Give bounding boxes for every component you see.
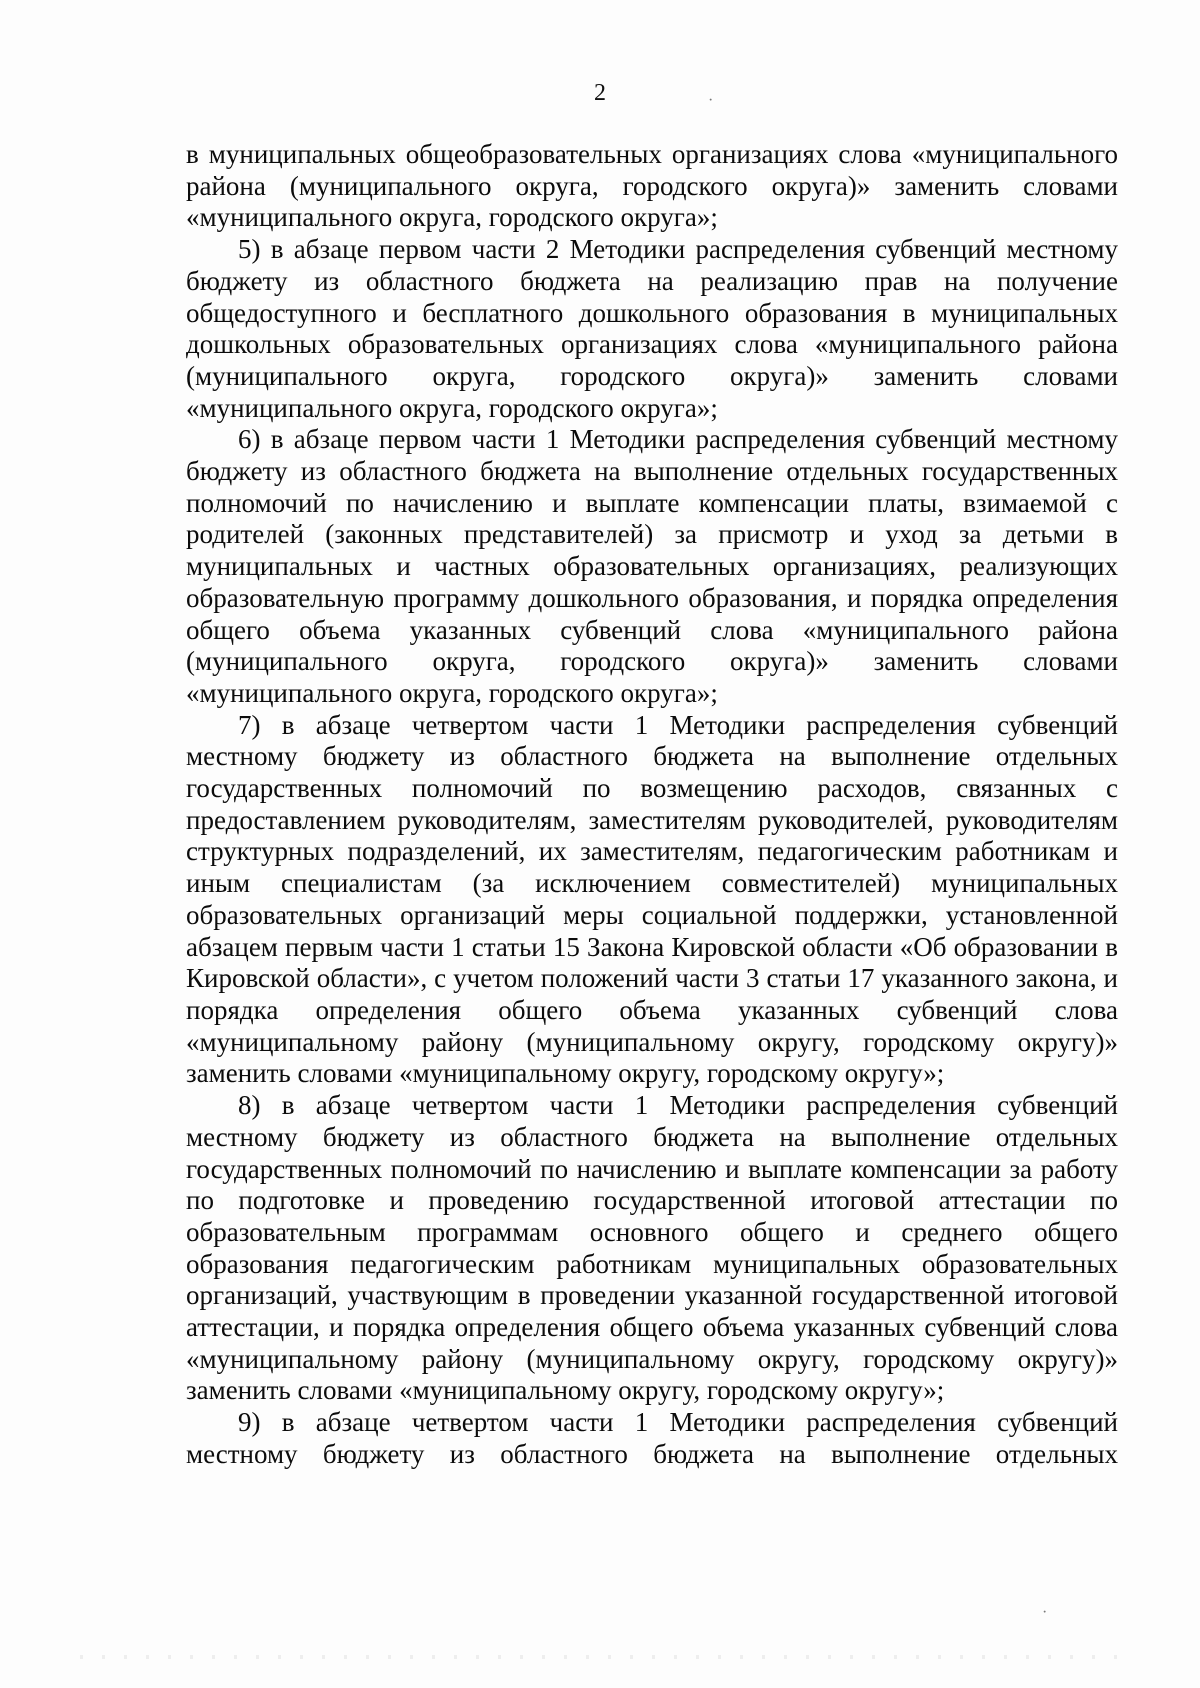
page-number: 2 <box>594 80 606 106</box>
scan-speck: · <box>708 92 714 109</box>
paragraph-item-7: 7) в абзаце четвертом части 1 Методики распределения субвенций местному бюджету из областного бюджета на выполнение отдельных государственных полномочий по возмещению расходов, связанных с предоставлением руководителям, заместителям руководителей, руководителям структурных подразделений, их заместителям, педагогическим работникам и иным специалистам (за исключением совместителей) муниципальных образовательных организаций меры социальной поддержки, установленной абзацем первым части 1 статьи 15 Закона Кировской области «Об образовании в Кировской области», с учетом положений части 3 статьи 17 указанного закона, и порядка определения общего объема указанных субвенций слова «муниципальному району (муниципальному округу, городскому округу)» заменить словами «муниципальному округу, городскому округу»; <box>186 709 1118 1089</box>
document-body <box>186 139 1118 1471</box>
paragraph-item-5: 5) в абзаце первом части 2 Методики распределения субвенций местному бюджету из областного бюджета на реализацию прав на получение общедоступного и бесплатного дошкольного образования в муниципальных дошкольных образовательных организациях слова «муниципального района (муниципального округа, городского округа)» заменить словами «муниципального округа, городского округа»; <box>186 234 1118 423</box>
paragraph-item-6: 6) в абзаце первом части 1 Методики распределения субвенций местному бюджету из областного бюджета на выполнение отдельных государственных полномочий по начислению и выплате компенсации платы, взимаемой с родителей (законных представителей) за присмотр и уход за детьми в муниципальных и частных образовательных организациях, реализующих образовательную программу дошкольного образования, и порядка определения общего объема указанных субвенций слова «муниципального района (муниципального округа, городского округа)» заменить словами «муниципального округа, городского округа»; <box>186 424 1118 708</box>
paragraph-continuation: в муниципальных общеобразовательных организациях слова «муниципального района (муниципального округа, городского округа)» заменить словами «муниципального округа, городского округа»; <box>186 139 1118 233</box>
paragraph-item-9: 9) в абзаце четвертом части 1 Методики распределения субвенций местному бюджету из областного бюджета на выполнение отдельных <box>186 1407 1118 1469</box>
scan-artifact-line <box>80 1655 1120 1659</box>
paragraph-item-8: 8) в абзаце четвертом части 1 Методики распределения субвенций местному бюджету из областного бюджета на выполнение отдельных государственных полномочий по начислению и выплате компенсации за работу по подготовке и проведению государственной итоговой аттестации по образовательным программам основного общего и среднего общего образования педагогическим работникам муниципальных образовательных организаций, участвующим в проведении указанной государственной итоговой аттестации, и порядка определения общего объема указанных субвенций слова «муниципальному району (муниципальному округу, городскому округу)» заменить словами «муниципальному округу, городскому округу»; <box>186 1090 1118 1406</box>
scan-speck: · <box>1042 1604 1048 1621</box>
